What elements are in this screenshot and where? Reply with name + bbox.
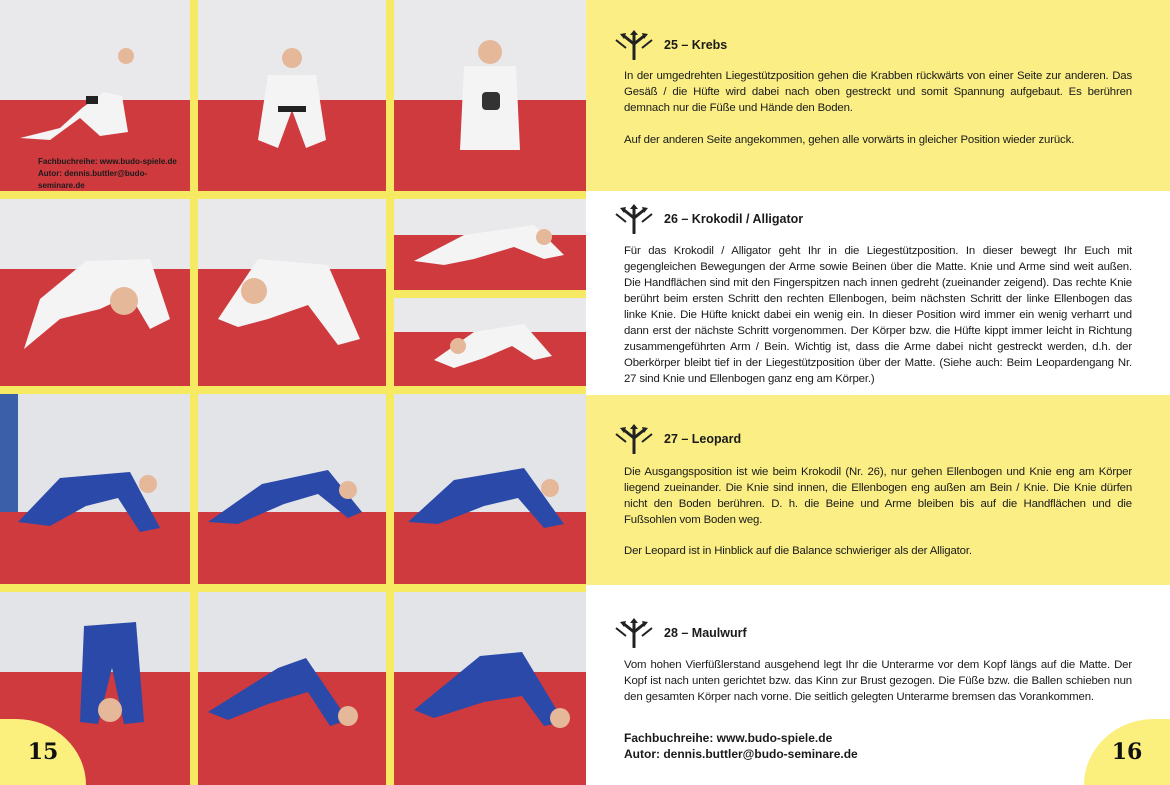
photo-caption-series: Fachbuchreihe: www.budo-spiele.de	[38, 157, 177, 166]
photo-krokodil-3	[394, 199, 586, 290]
photo-maulwurf-3	[394, 592, 586, 785]
photo-krebs-1	[0, 0, 190, 191]
photo-leopard-1	[0, 394, 190, 584]
section-title: 27 – Leopard	[664, 432, 742, 446]
section-header	[612, 618, 747, 648]
section-krokodil	[586, 191, 1170, 395]
section-krebs	[586, 0, 1170, 191]
three-way-arrow-icon	[612, 30, 656, 60]
photo-caption-author: Autor: dennis.buttler@budo-seminare.de	[38, 169, 148, 190]
photo-krokodil-1	[0, 199, 190, 386]
section-header	[612, 204, 803, 234]
section-paragraph: Der Leopard ist in Hinblick auf die Balance schwieriger als der Alligator.	[624, 545, 972, 557]
section-header	[612, 424, 741, 454]
photo-maulwurf-2	[198, 592, 386, 785]
section-paragraph: Die Ausgangsposition ist wie beim Krokodil (Nr. 26), nur gehen Ellenbogen und Knie eng am Körper liegend zueinander. Die Knie sind innen, die Ellenbogen eng außen am Bein / Knie. Die Knie dürfen nicht den Boden berühren. D. h. die Beine und Arme bleiben bis auf die Handflächen und die Fußsohlen vom Boden weg.	[624, 466, 1132, 526]
three-way-arrow-icon	[612, 204, 656, 234]
photo-krebs-3	[394, 0, 586, 191]
section-paragraph: In der umgedrehten Liegestützposition gehen die Krabben rückwärts von einer Seite zur anderen. Das Gesäß / die Hüfte wird dabei nach oben gestreckt und somit Spannung aufgebaut. Es berühren demnach nur die Füße und Hände den Boden.	[624, 70, 1132, 114]
three-way-arrow-icon	[612, 424, 656, 454]
page-number-left: 15	[0, 719, 86, 785]
photo-leopard-2	[198, 394, 386, 584]
section-title: 26 – Krokodil / Alligator	[664, 212, 804, 226]
section-leopard	[586, 395, 1170, 585]
section-header	[612, 30, 727, 60]
photo-krebs-2	[198, 0, 386, 191]
section-title: 25 – Krebs	[664, 38, 728, 52]
section-title: 28 – Maulwurf	[664, 626, 747, 640]
three-way-arrow-icon	[612, 618, 656, 648]
credit-author: Autor: dennis.buttler@budo-seminare.de	[624, 747, 858, 761]
page-number-right: 16	[1084, 719, 1170, 785]
section-paragraph: Auf der anderen Seite angekommen, gehen alle vorwärts in gleicher Position wieder zurück.	[624, 134, 1075, 146]
photo-krokodil-2	[198, 199, 386, 386]
section-paragraph: Für das Krokodil / Alligator geht Ihr in die Liegestützposition. In dieser bewegt Ihr Euch mit gegengleichen Bewegungen der Arme sowie Beinen über die Matte. Knie und Arme sind weit außen. Die Handflächen sind mit den Fingerspitzen nach innen gedreht (zueinander zeigend). Das rechte Knie berührt beim ersten Schritt den rechten Ellenbogen, beim nächsten Schritt der linke Ellenbogen das linke Knie. Die Hüfte knickt dabei ein wenig ein. In dieser Position wird immer ein wenig verharrt und dann erst der nächste Schritt vorgenommen. Der Körper bzw. die Hüfte kippt immer leicht in Richtung zusammengeführten Arm / Bein. Wichtig ist, dass die Arme dabei nicht gestreckt werden, d.h. der Oberkörper bleibt tief in der Liegestützposition über der Matte. (Siehe auch: Beim Leopardengang Nr. 27 sind Knie und Ellenbogen ganz eng am Körper.)	[624, 245, 1132, 385]
section-maulwurf	[586, 585, 1170, 785]
section-paragraph: Vom hohen Vierfüßlerstand ausgehend legt Ihr die Unterarme vor dem Kopf längs auf die Matte. Der Kopf ist nach unten gerichtet bzw. das Kinn zur Brust gezogen. Die Füße bzw. die Ballen schieben nun den gesamten Körper nach vorne. Die seitlich gelegten Unterarme bremsen das Vorankommen.	[624, 659, 1132, 703]
photo-krokodil-4	[394, 298, 586, 386]
text-column	[586, 0, 1170, 785]
photo-leopard-3	[394, 394, 586, 584]
credit-series: Fachbuchreihe: www.budo-spiele.de	[624, 731, 833, 745]
